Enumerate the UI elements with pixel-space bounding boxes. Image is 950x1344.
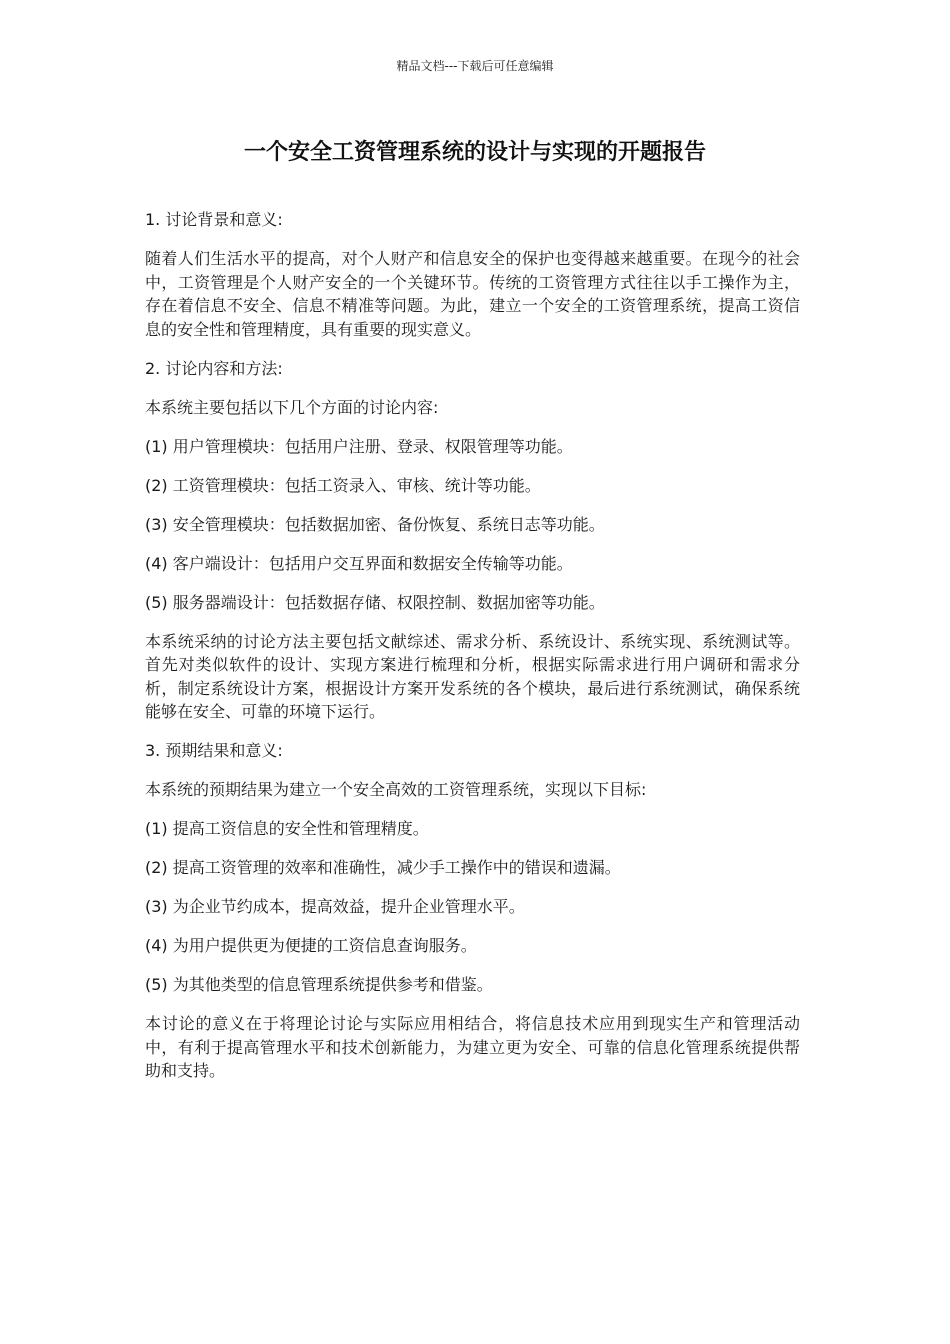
paragraph-content-intro: 本系统主要包括以下几个方面的讨论内容:: [145, 397, 439, 417]
paragraph-significance: 本讨论的意义在于将理论讨论与实际应用相结合，将信息技术应用到现实生产和管理活动中，有利于提高管理水平和技术创新能力，为建立更为安全、可靠的信息化管理系统提供帮助和支持。: [145, 1014, 800, 1080]
list-item-goal-3: (3) 为企业节约成本，提高效益，提升企业管理水平。: [145, 897, 525, 916]
document-title: 一个安全工资管理系统的设计与实现的开题报告: [243, 140, 706, 165]
list-item-goal-1: (1) 提高工资信息的安全性和管理精度。: [145, 819, 429, 838]
list-item-salary-module: (2) 工资管理模块：包括工资录入、审核、统计等功能。: [145, 475, 541, 495]
list-item-user-module: (1) 用户管理模块：包括用户注册、登录、权限管理等功能。: [145, 436, 573, 456]
section-heading-expected-results: 3. 预期结果和意义:: [145, 741, 283, 760]
list-item-goal-2: (2) 提高工资管理的效率和准确性，减少手工操作中的错误和遗漏。: [145, 858, 621, 877]
list-item-server-design: (5) 服务器端设计：包括数据存储、权限控制、数据加密等功能。: [145, 592, 605, 612]
paragraph-methods: 本系统采纳的讨论方法主要包括文献综述、需求分析、系统设计、系统实现、系统测试等。首先对类似软件的设计、实现方案进行梳理和分析，根据实际需求进行用户调研和需求分析，制定系统设计方案，根据设计方案开发系统的各个模块，最后进行系统测试，确保系统能够在安全、可靠的环境下运行。: [145, 631, 800, 721]
list-item-goal-5: (5) 为其他类型的信息管理系统提供参考和借鉴。: [145, 975, 493, 994]
list-item-client-design: (4) 客户端设计：包括用户交互界面和数据安全传输等功能。: [145, 553, 573, 573]
document-body: [145, 208, 800, 1098]
paragraph-background: 随着人们生活水平的提高，对个人财产和信息安全的保护也变得越来越重要。在现今的社会中，工资管理是个人财产安全的一个关键环节。传统的工资管理方式往往以手工操作为主，存在着信息不安全、信息不精准等问题。为此，建立一个安全的工资管理系统，提高工资信息的安全性和管理精度，具有重要的现实意义。: [145, 249, 800, 339]
page-header: 精品文档---下载后可任意编辑: [396, 59, 554, 73]
section-heading-background: 1. 讨论背景和意义:: [145, 210, 283, 229]
list-item-security-module: (3) 安全管理模块：包括数据加密、备份恢复、系统日志等功能。: [145, 514, 605, 534]
list-item-goal-4: (4) 为用户提供更为便捷的工资信息查询服务。: [145, 936, 477, 955]
paragraph-results-intro: 本系统的预期结果为建立一个安全高效的工资管理系统，实现以下目标:: [145, 780, 647, 799]
section-heading-content-methods: 2. 讨论内容和方法:: [145, 358, 283, 378]
